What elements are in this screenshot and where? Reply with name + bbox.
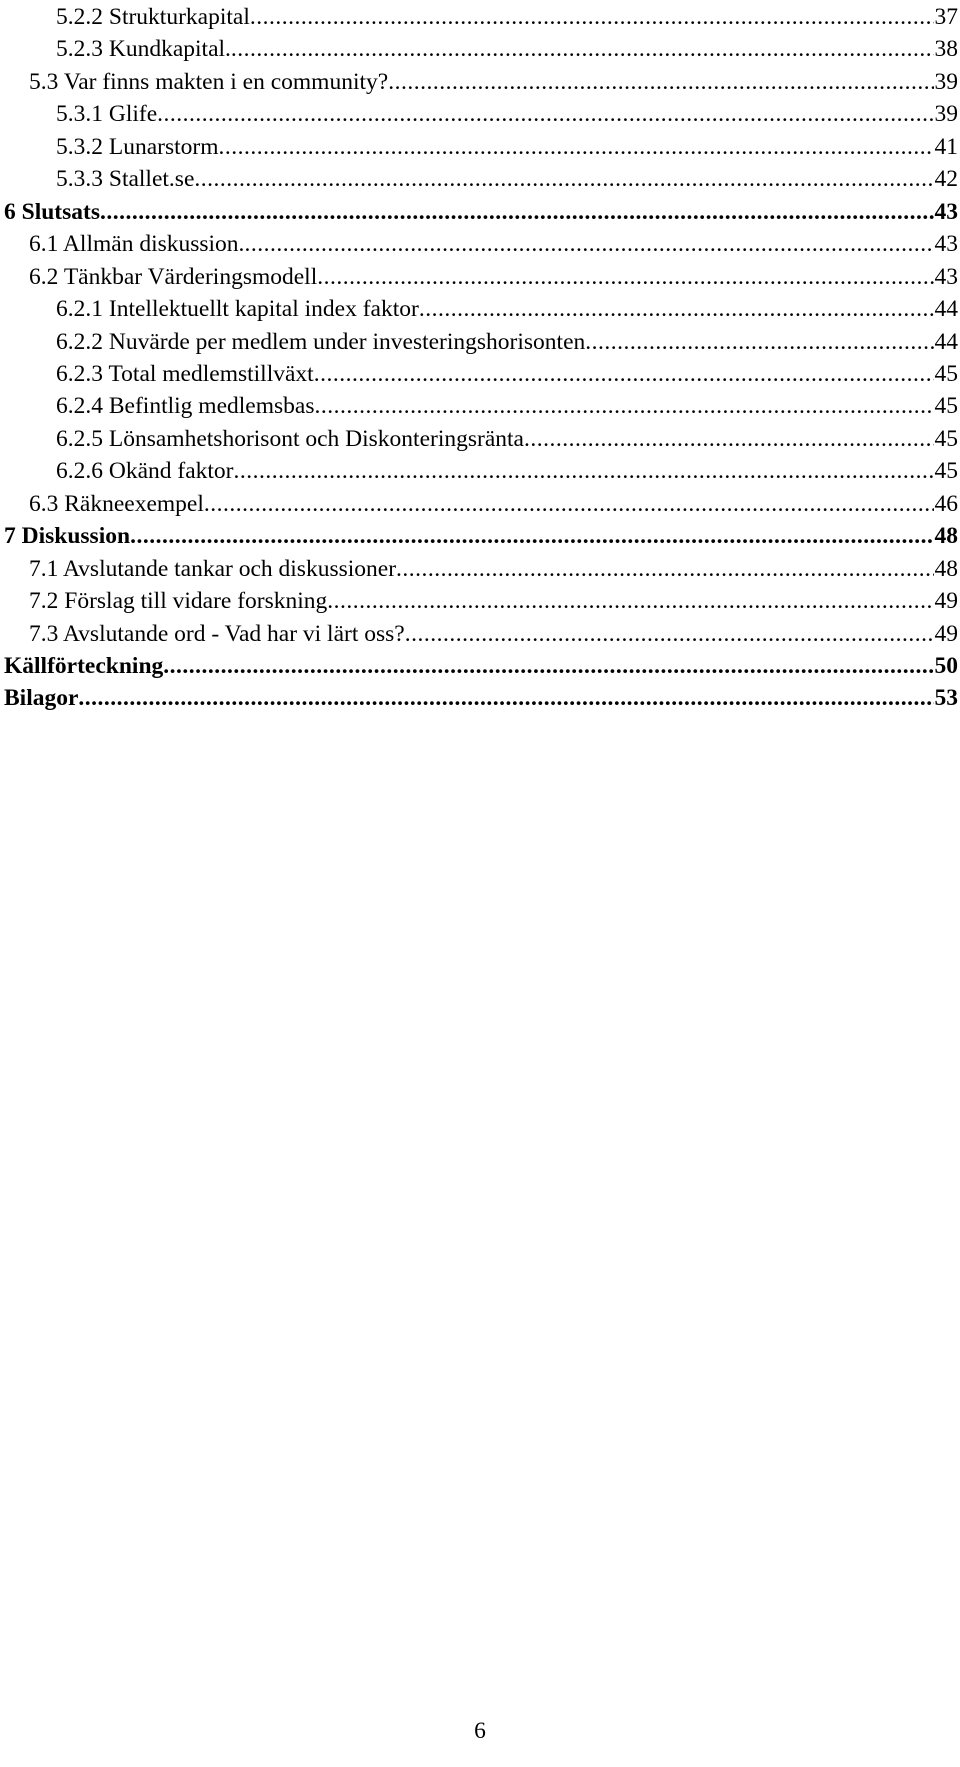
- toc-dot-leader: [327, 585, 933, 617]
- toc-entry-page: 46: [934, 490, 958, 517]
- toc-entry[interactable]: [0, 66, 960, 98]
- toc-entry-page: 39: [934, 68, 958, 95]
- toc-entry[interactable]: [0, 618, 960, 650]
- toc-dot-leader: [250, 1, 934, 33]
- toc-entry[interactable]: [0, 488, 960, 520]
- toc-entry[interactable]: [0, 131, 960, 163]
- toc-dot-leader: [163, 650, 933, 682]
- toc-entry-page: 41: [934, 133, 958, 160]
- toc-entry-title: 7.2 Förslag till vidare forskning: [29, 588, 328, 615]
- page-number: 6: [474, 1718, 486, 1744]
- toc-entry[interactable]: [0, 585, 960, 617]
- toc-entry[interactable]: [0, 33, 960, 65]
- toc-entry-page: 45: [934, 360, 958, 387]
- toc-entry-page: 53: [934, 685, 958, 712]
- toc-dot-leader: [204, 488, 934, 520]
- toc-entry-page: 48: [934, 523, 958, 550]
- toc-entry-title: 6.3 Räkneexempel: [29, 490, 204, 517]
- toc-dot-leader: [234, 455, 934, 487]
- toc-dot-leader: [314, 390, 933, 422]
- toc-dot-leader: [78, 682, 933, 714]
- toc-entry-page: 43: [934, 231, 958, 258]
- toc-entry-page: 42: [934, 166, 958, 193]
- toc-entry-page: 43: [934, 198, 958, 225]
- toc-entry-title: 5.3.2 Lunarstorm: [56, 133, 219, 160]
- toc-dot-leader: [314, 358, 934, 390]
- toc-entry-page: 45: [934, 425, 958, 452]
- toc-dot-leader: [130, 520, 933, 552]
- toc-entry-page: 37: [934, 4, 958, 30]
- toc-entry-page: 44: [934, 296, 958, 323]
- toc-entry-title: 6.2.6 Okänd faktor: [56, 458, 234, 485]
- toc-dot-leader: [231, 33, 934, 65]
- toc-entry-title: 6 Slutsats: [4, 198, 100, 225]
- toc-dot-leader: [524, 423, 934, 455]
- toc-entry-title: Bilagor: [4, 685, 79, 712]
- toc-entry-title: Källförteckning: [4, 653, 164, 679]
- toc-dot-leader: [585, 326, 933, 358]
- toc-entry-title: 6.1 Allmän diskussion.: [29, 231, 245, 258]
- toc-entry[interactable]: [0, 390, 960, 422]
- toc-entry-title: 7.3 Avslutande ord - Vad har vi lärt oss?: [29, 620, 405, 647]
- toc-entry[interactable]: [0, 261, 960, 293]
- toc-entry-page: 49: [934, 588, 958, 615]
- toc-entry-title: 7.1 Avslutande tankar och diskussioner: [29, 555, 397, 582]
- toc-entry-page: 50: [934, 653, 958, 679]
- toc-entry-title: 7 Diskussion: [4, 523, 131, 550]
- toc-entry[interactable]: [0, 1, 960, 33]
- toc-dot-leader: [396, 553, 933, 585]
- toc-entry-page: 49: [934, 620, 958, 647]
- toc-dot-leader: [219, 131, 934, 163]
- toc-entry-page: 45: [934, 393, 958, 420]
- toc-entry-title: 6.2.5 Lönsamhetshorisont och Diskonteringsränta: [56, 425, 524, 452]
- toc-dot-leader: [100, 196, 934, 228]
- toc-entry[interactable]: [0, 98, 960, 130]
- toc-dot-leader: [244, 228, 933, 260]
- toc-entry-title: 6.2.1 Intellektuellt kapital index faktor: [56, 296, 419, 323]
- toc-entry[interactable]: [0, 228, 960, 260]
- toc-entry-title: 5.2.3 Kundkapital.: [56, 36, 231, 63]
- toc-entry-title: 6.2.4 Befintlig medlemsbas: [56, 393, 315, 420]
- toc-entry-page: 43: [934, 263, 958, 290]
- toc-entry-title: 6.2.3 Total medlemstillväxt: [56, 360, 314, 387]
- toc-dot-leader: [194, 163, 933, 195]
- toc-entry[interactable]: [0, 326, 960, 358]
- toc-dot-leader: [405, 618, 934, 650]
- toc-entry-title: 5.3.1 Glife: [56, 101, 158, 128]
- toc-entry-title: 6.2.2 Nuvärde per medlem under investeringshorisonten: [56, 328, 586, 355]
- toc-entry[interactable]: [0, 358, 960, 390]
- toc-entry-page: 39: [934, 101, 958, 128]
- toc-entry[interactable]: [0, 196, 960, 228]
- toc-entry[interactable]: [0, 293, 960, 325]
- toc-entry[interactable]: [0, 520, 960, 552]
- toc-dot-leader: [317, 261, 933, 293]
- toc-entry[interactable]: [0, 455, 960, 487]
- toc-entry-title: 5.3.3 Stallet.se: [56, 166, 195, 193]
- toc-dot-leader: [157, 98, 933, 130]
- toc-dot-leader: [388, 66, 933, 98]
- toc-entry[interactable]: [0, 423, 960, 455]
- toc-dot-leader: [419, 293, 934, 325]
- toc-entry[interactable]: [0, 163, 960, 195]
- toc-entry-title: 5.3 Var finns makten i en community?: [29, 68, 389, 95]
- toc-entry-page: 45: [934, 458, 958, 485]
- toc-entry-title: 6.2 Tänkbar Värderingsmodell: [29, 263, 318, 290]
- toc-entry[interactable]: [0, 553, 960, 585]
- toc-entry-page: 38: [934, 36, 958, 63]
- toc-entry-page: 44: [934, 328, 958, 355]
- toc-entry-title: 5.2.2 Strukturkapital: [56, 4, 250, 30]
- toc-entry[interactable]: [0, 682, 960, 714]
- toc-entry[interactable]: [0, 650, 960, 682]
- toc-entry-page: 48: [934, 555, 958, 582]
